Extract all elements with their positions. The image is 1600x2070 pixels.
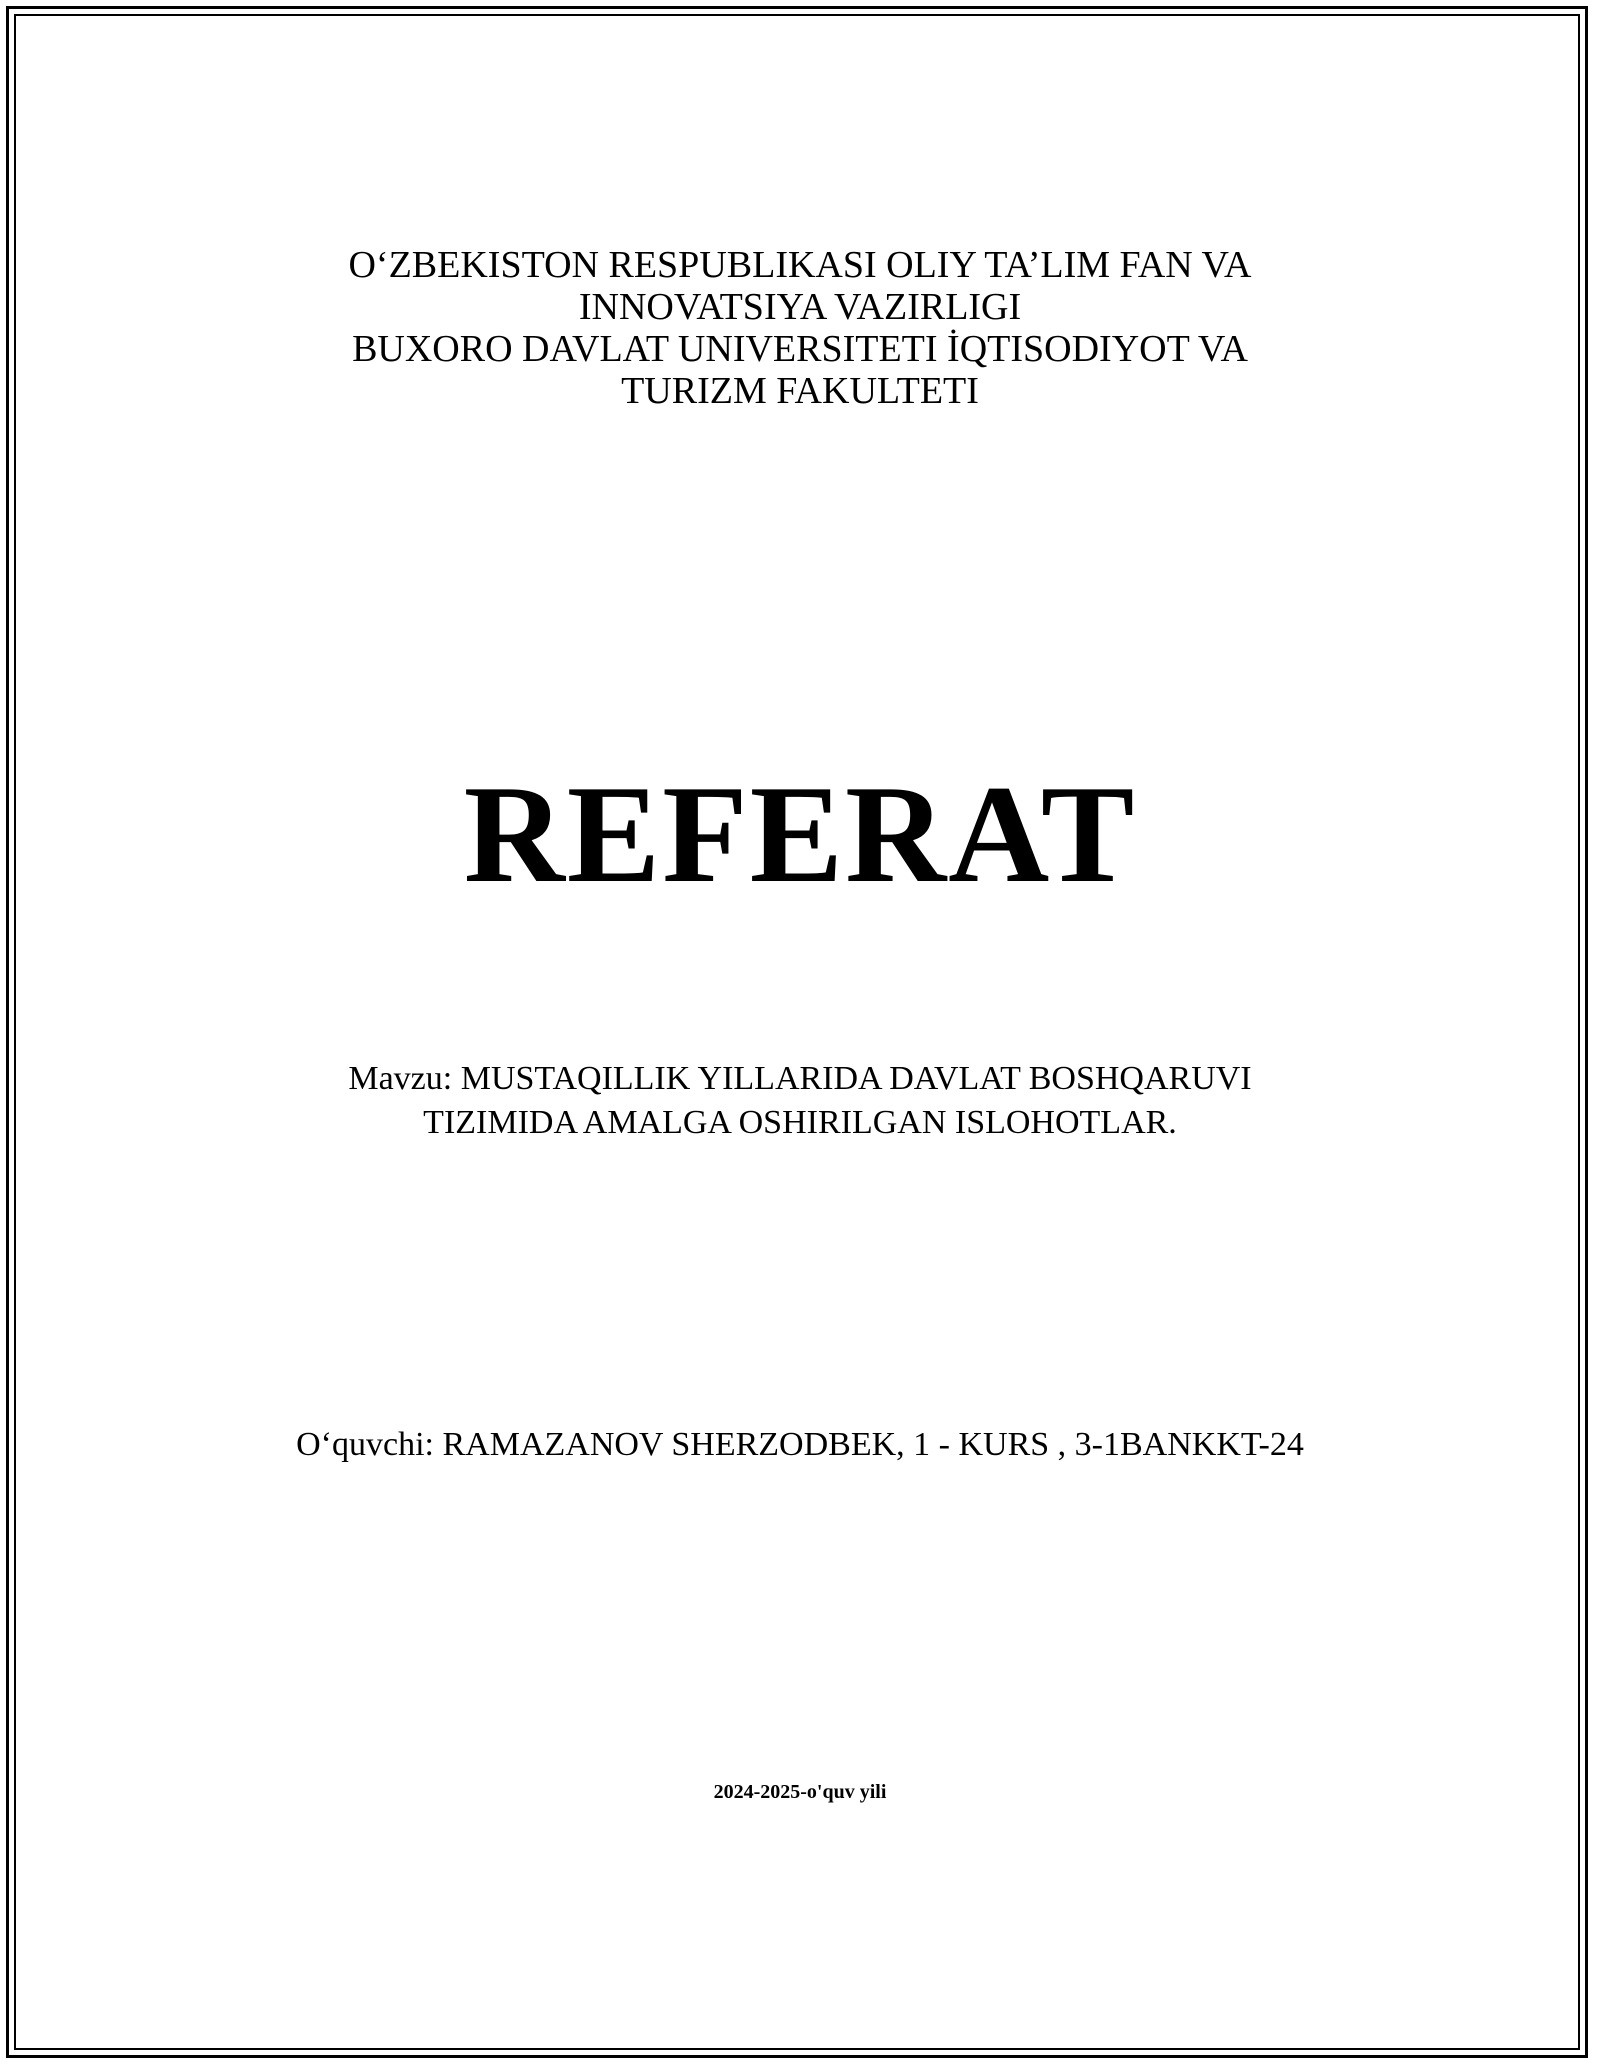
student-info: O‘quvchi: RAMAZANOV SHERZODBEK, 1 - KURS , 3-1BANKKT-24: [296, 1426, 1304, 1463]
topic-line: Mavzu: MUSTAQILLIK YILLARIDA DAVLAT BOSHQARUVI: [348, 1060, 1252, 1097]
institution-line: INNOVATSIYA VAZIRLIGI: [578, 286, 1022, 328]
topic: [0, 1057, 1600, 1145]
document-title: REFERAT: [463, 757, 1137, 912]
institution-header: [0, 244, 1600, 412]
institution-line: O‘ZBEKISTON RESPUBLIKASI OLIY TA’LIM FAN VA: [348, 244, 1252, 286]
academic-year: 2024-2025-o'quv yili: [713, 1781, 887, 1803]
topic-line: TIZIMIDA AMALGA OSHIRILGAN ISLOHOTLAR.: [423, 1104, 1177, 1141]
institution-line: BUXORO DAVLAT UNIVERSITETI İQTISODIYOT VA: [352, 328, 1248, 370]
institution-line: TURIZM FAKULTETI: [621, 370, 979, 412]
